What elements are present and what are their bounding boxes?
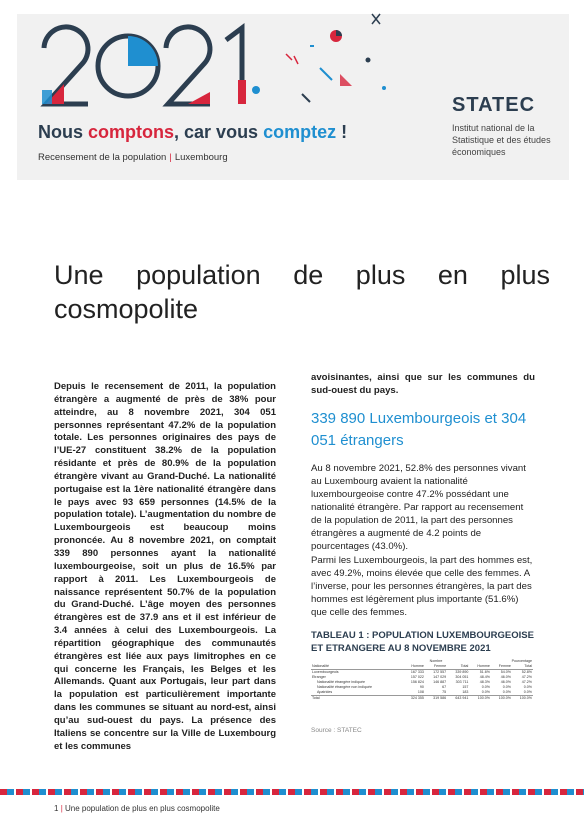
table-cell: 183 [462,690,469,694]
table-cell: 303 711 [455,680,469,684]
lead-paragraph-continued: avoisinantes, ainsi que sur les communes du sud-ouest du pays. [311,372,535,396]
column-header: Nationalité [311,664,403,670]
footer-text: Une population de plus en plus cosmopolite [65,804,220,813]
page-number: 1 [54,804,59,813]
page-footer [54,804,220,813]
table-cell: 339 890 [455,670,469,674]
tagline-part2: comptons [88,122,175,142]
table-cell: 157 022 [410,675,424,679]
table-cell: 67 [442,685,447,689]
table-cell: 0.0% [502,685,511,689]
subtitle-right: Luxembourg [174,152,228,163]
table-cell: 100.0% [491,696,512,702]
row-label: Nationalité étrangère non indiquée [317,685,372,689]
campaign-tagline [38,122,347,143]
body-paragraph-1: Au 8 novembre 2021, 52.8% des personnes vivant au Luxembourg avaient la nationalité luxembourgeoise contre 47.2% possédant une nationalité étrangère. Par rapport au recensement de la population de 2011, la part des personnes étrangères a augmenté de 4.2 points de pourcentages (43.0%). [311,463,526,552]
row-label: Apatrides [317,690,333,694]
group-header-number: Nombre [429,659,443,663]
table-cell: 643 941 [447,696,469,702]
subtitle-left: Recensement de la population [38,152,167,163]
table-cell: 0.0% [523,685,532,689]
tagline-part4: comptez [263,122,337,142]
tagline-part3: , car vous [174,122,264,142]
statec-description: Institut national de la Statistique et des études économiques [452,123,551,157]
column-header: Femme [425,664,447,670]
row-label: Nationalité étrangère indiquée [317,680,365,684]
table-cell: 0.0% [523,690,532,694]
group-header-percent: Pourcentage [511,659,532,663]
table-cell: 52.8% [521,670,532,674]
body-paragraph-2: Parmi les Luxembourgeois, la part des hommes est, avec 49.2%, moins élevée que celle des femmes. A l’inverse, pour les personnes étrangères, la part des hommes est légèrement plus importante (51.6%) que celle des femmes. [311,555,533,618]
column-header: Total [512,664,533,670]
table-cell: 47.2% [521,675,532,679]
column-header: Homme [469,664,491,670]
tagline-part5: ! [336,122,348,142]
table-cell: 47.2% [521,680,532,684]
table-cell: 319 586 [425,696,447,702]
subtitle-separator: | [169,152,172,163]
table-cell: 48.4% [479,675,490,679]
table-cell: 167 333 [410,670,424,674]
row-label: Total [311,696,403,702]
table-cell: 48.3% [479,680,490,684]
table-cell: 0.0% [481,685,490,689]
table-cell: 157 [462,685,469,689]
table-cell: 324 355 [403,696,425,702]
section-subheading: 339 890 Luxembourgeois et 304 051 étrangers [311,410,527,449]
table-cell: 90 [419,685,424,689]
table-cell: 100.0% [469,696,491,702]
column-header: Homme [403,664,425,670]
article-title: Une population de plus en plus cosmopolite [54,260,550,324]
table-source: Source : STATEC [311,727,362,734]
table-cell: 156 824 [410,680,424,684]
table-cell: 46.0% [500,680,511,684]
row-label: Luxembourgeois [312,670,339,674]
table-cell: 172 557 [433,670,447,674]
decorative-shapes [280,10,400,110]
table-cell: 108 [417,690,424,694]
footer-stripe [0,789,584,795]
table-cell: 75 [442,690,447,694]
population-table [311,659,533,701]
table-cell: 100.0% [512,696,533,702]
column-header: Total [447,664,469,670]
table-title: TABLEAU 1 : POPULATION LUXEMBOURGEOISE ET ETRANGERE AU 8 NOVEMBRE 2021 [311,630,534,654]
table-cell: 46.0% [500,675,511,679]
table-cell: 51.6% [479,670,490,674]
lead-paragraph: Depuis le recensement de 2011, la population étrangère a augmenté de près de 38% pour atteindre, au 8 novembre 2021, 304 051 personnes représentant 47.2% de la population totale. Les personnes originaires des pays de l’UE-27 constituent 38.2% de la population résidante et près de 80.9% de la population étrangère vivant au Grand-Duché. La nationalité portugaise est la 1ère nationalité étrangère dans le pays avec 93 659 personnes (14.5% de la population totale). L’augmentation du nombre de Luxembourgeois est beaucoup moins prononcée. Au 8 novembre 2021, on comptait 339 890 personnes ayant la nationalité luxembourgeoise, soit un plus de 16.5% par rapport à 2011. Les Luxembourgeois de naissance représentent 50.7% de la population du Grand-Duché. L’âge moyen des personnes étrangères est de 37.9 ans et il est inférieur de 3.4 années à celui des Luxembourgeois. La répartition géographique des communautés étrangères est liée aux pays limitrophes en ce qui concerne les Français, les Belges et les Allemands. Quant aux Portugais, leur part dans la population est particulièrement importante dans les communes se situant au nord-est, ainsi qu’au sud-ouest du pays. La présence des Italiens se concentre sur la Ville de Luxembourg et les communes [54,381,276,752]
footer-separator: | [60,804,63,813]
table-cell: 54.0% [500,670,511,674]
column-header: Femme [491,664,512,670]
row-label: Etranger [312,675,326,679]
table-body [311,670,533,702]
table-row [311,696,533,702]
table-cell: 0.0% [481,690,490,694]
tagline-part1: Nous [38,122,89,142]
statec-logo: STATEC [452,94,536,116]
table-cell: 0.0% [502,690,511,694]
table-cell: 304 051 [455,675,469,679]
census-subtitle [38,152,228,163]
table-cell: 147 029 [433,675,447,679]
logo-2021 [38,20,268,110]
table-cell: 146 887 [433,680,447,684]
